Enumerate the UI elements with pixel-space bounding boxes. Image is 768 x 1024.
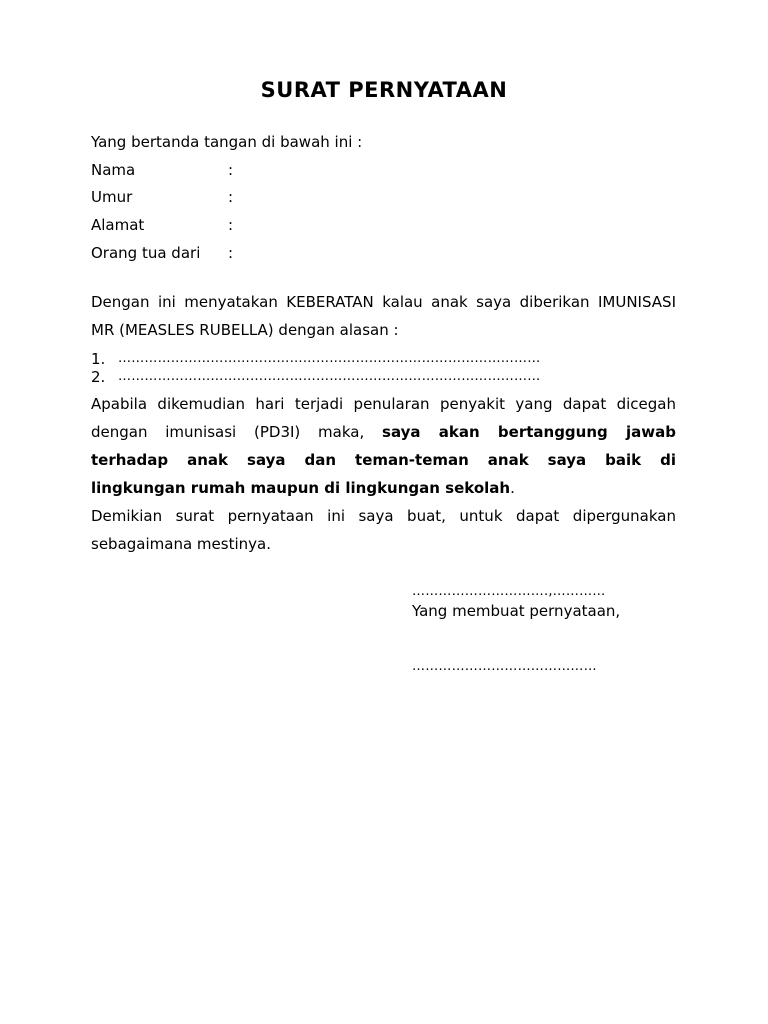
consequence-line-2 bbox=[91, 423, 676, 441]
consequence-line-4 bbox=[91, 479, 515, 497]
field-colon-alamat: : bbox=[228, 216, 234, 234]
statement-line-1: Dengan ini menyatakan KEBERATAN kalau anak saya diberikan IMUNISASI bbox=[91, 293, 676, 311]
field-label-umur: Umur bbox=[91, 188, 133, 206]
consequence-line-2-normal: dengan imunisasi (PD3I) maka, bbox=[91, 423, 365, 441]
closing-line-1: Demikian surat pernyataan ini saya buat, untuk dapat dipergunakan bbox=[91, 507, 676, 525]
reason-blank-1: …………………………………………………………………………………… bbox=[118, 351, 541, 366]
signature-label: Yang membuat pernyataan, bbox=[412, 602, 621, 620]
consequence-line-3 bbox=[91, 451, 676, 469]
reason-number-1: 1. bbox=[91, 350, 106, 368]
consequence-line-4-period: . bbox=[510, 479, 515, 497]
document-title: SURAT PERNYATAAN bbox=[260, 78, 508, 102]
intro-text: Yang bertanda tangan di bawah ini : bbox=[91, 133, 363, 151]
reason-number-2: 2. bbox=[91, 368, 106, 386]
field-colon-umur: : bbox=[228, 188, 234, 206]
consequence-line-1: Apabila dikemudian hari terjadi penularan penyakit yang dapat dicegah bbox=[91, 395, 676, 413]
statement-line-2: MR (MEASLES RUBELLA) dengan alasan : bbox=[91, 321, 399, 339]
field-colon-nama: : bbox=[228, 161, 234, 179]
reason-blank-2: …………………………………………………………………………………… bbox=[118, 369, 541, 384]
consequence-line-3-bold: terhadap anak saya dan teman-teman anak saya baik di bbox=[91, 451, 676, 469]
consequence-line-4-bold: lingkungan rumah maupun di lingkungan sekolah bbox=[91, 479, 511, 497]
signature-place-date: ………………………….,………… bbox=[412, 584, 606, 599]
consequence-line-2-bold: saya akan bertanggung jawab bbox=[382, 423, 676, 441]
field-label-alamat: Alamat bbox=[91, 216, 145, 234]
field-label-nama: Nama bbox=[91, 161, 136, 179]
field-label-orang-tua: Orang tua dari bbox=[91, 244, 201, 262]
field-colon-orang-tua: : bbox=[228, 244, 234, 262]
closing-line-2: sebagaimana mestinya. bbox=[91, 535, 271, 553]
signature-name-blank: …………………………………… bbox=[412, 659, 597, 674]
